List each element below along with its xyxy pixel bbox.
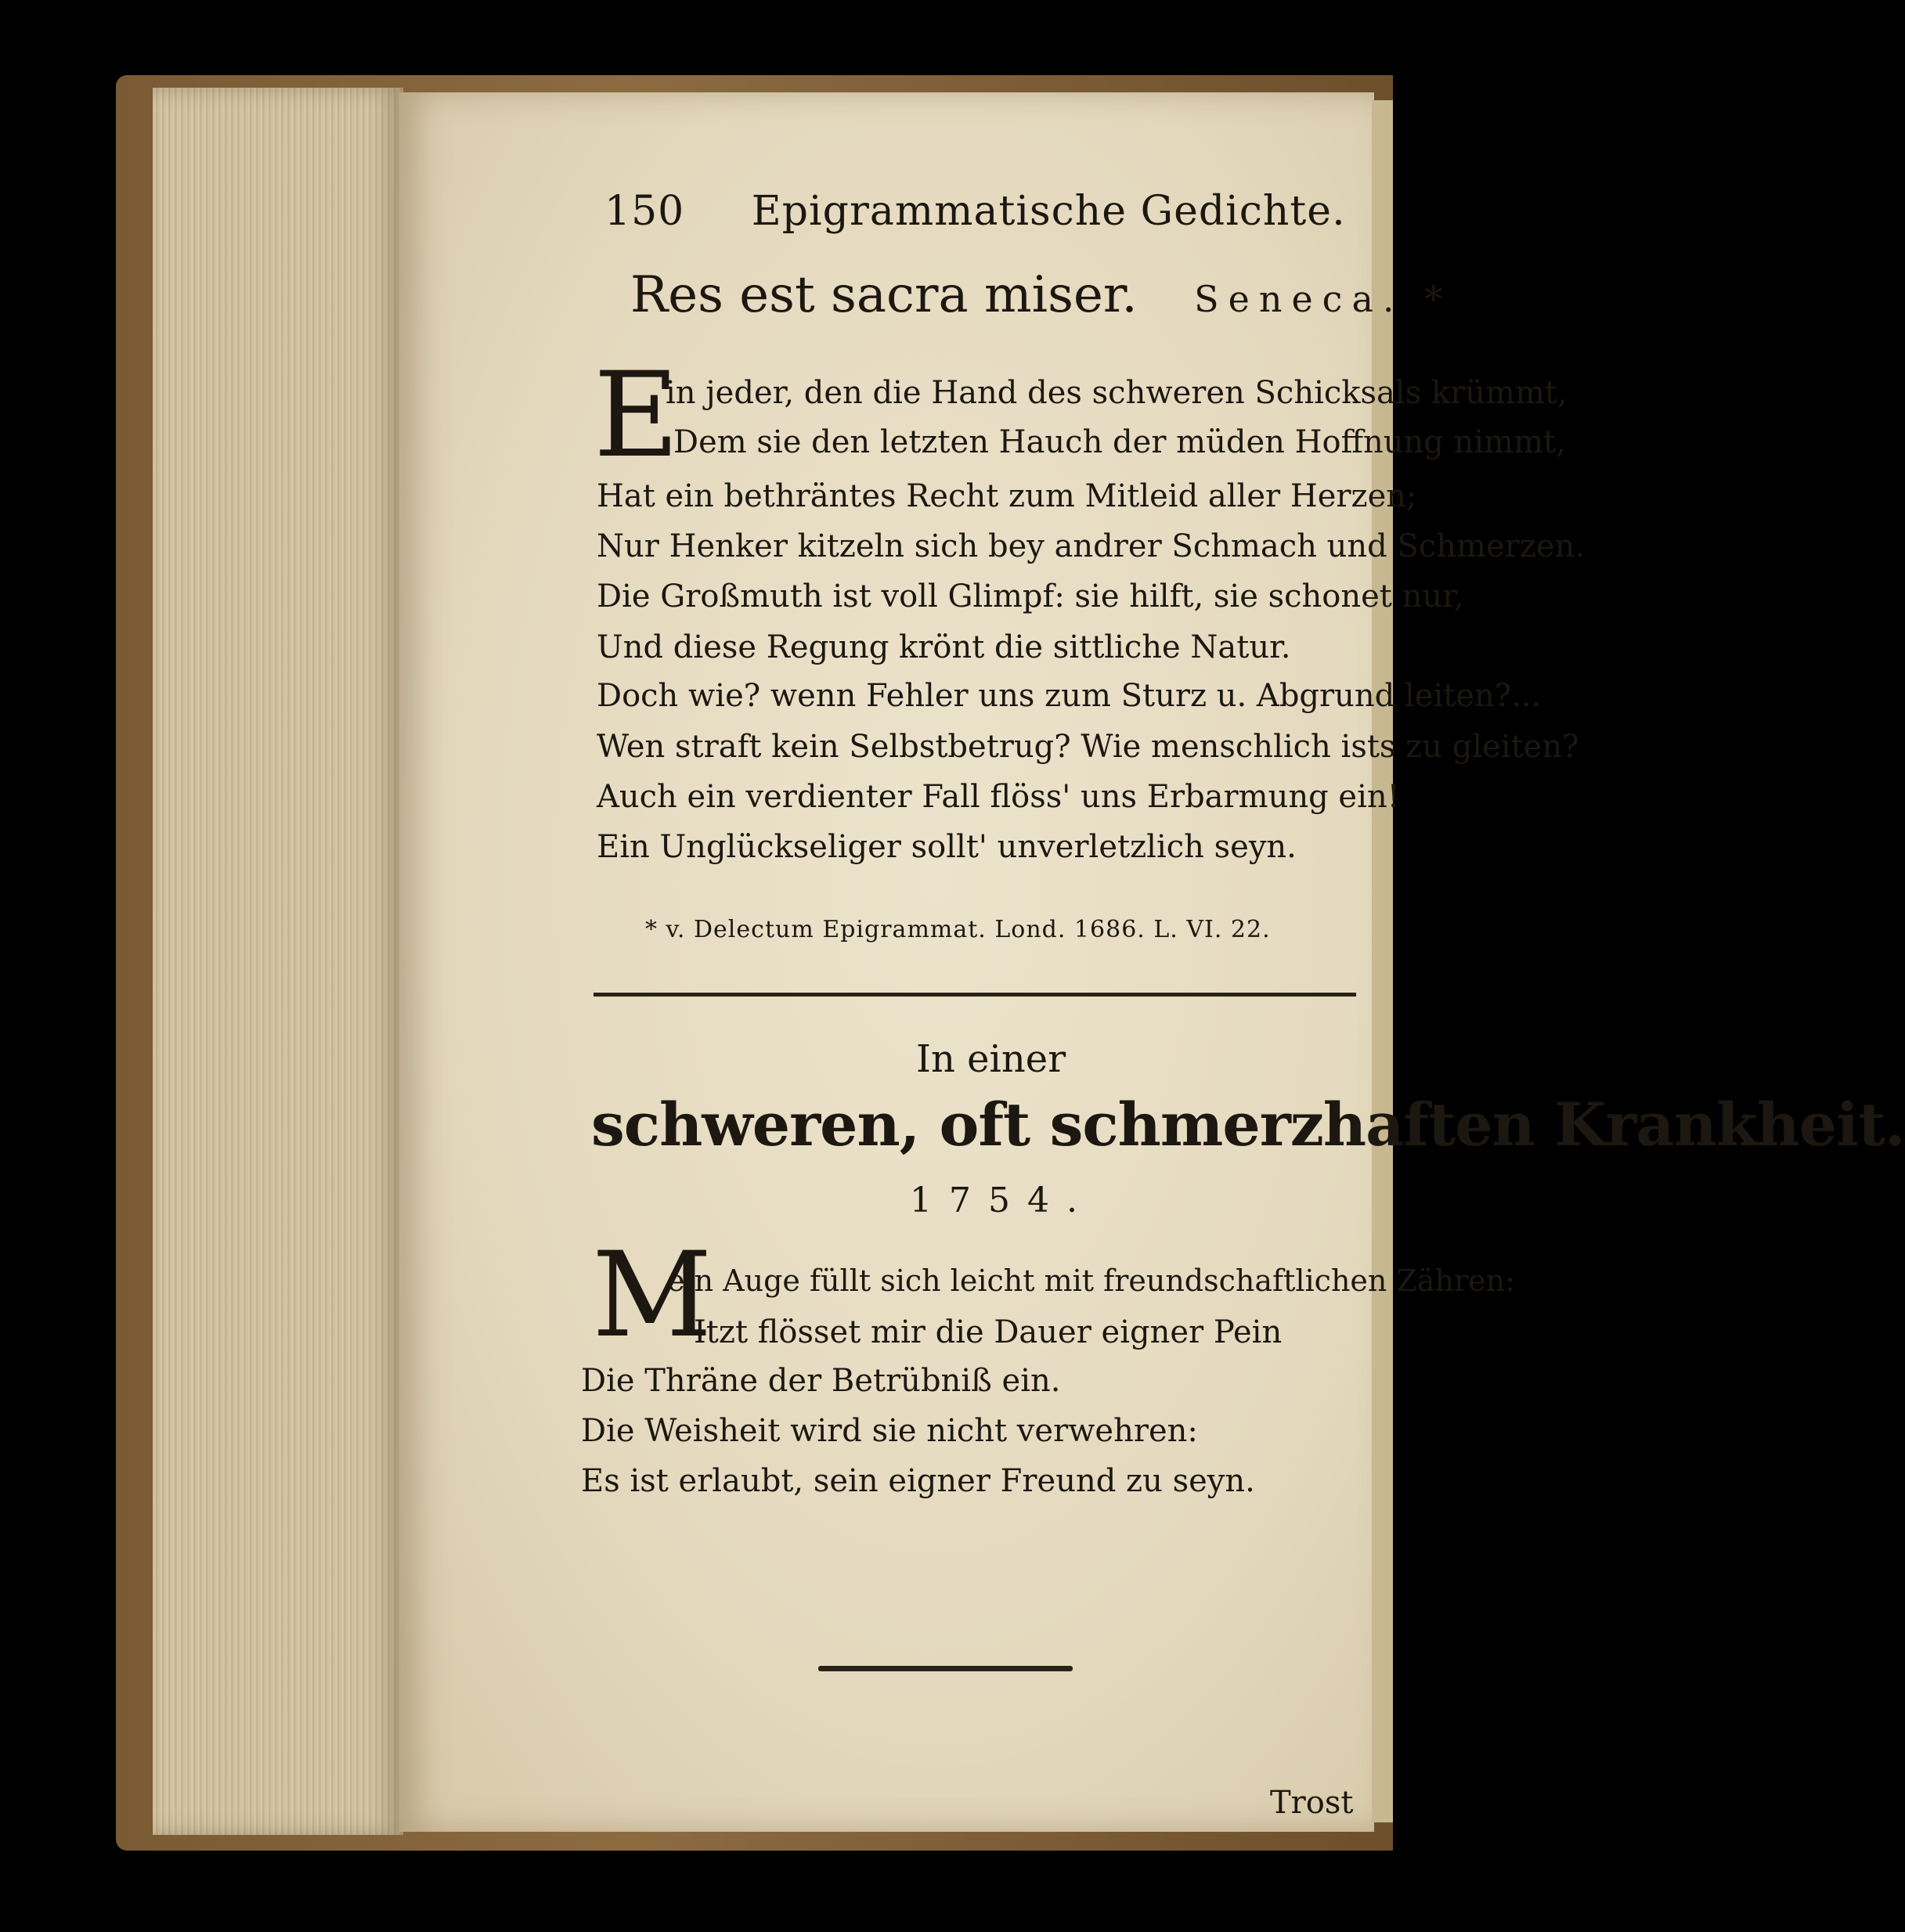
closing-divider [818,1666,1073,1671]
page-number: 150 [604,188,685,235]
poem1-line: Wen straft kein Selbstbetrug? Wie menschlich ists zu gleiten? [597,729,1579,765]
poem2-line: Itzt flösset mir die Dauer eigner Pein [694,1314,1283,1350]
poem1-line: Und diese Regung krönt die sittliche Natur. [597,629,1291,665]
poem1-line: Ein Unglückseliger sollt' unverletzlich seyn. [597,829,1297,865]
poem1-title-text: Res est sacra miser. [630,266,1138,324]
poem1-line: Dem sie den letzten Hauch der müden Hoffnung nimmt, [673,424,1566,460]
poem2-year: 1754. [910,1180,1095,1220]
poem1-title [630,266,1452,324]
poem1-line: Doch wie? wenn Fehler uns zum Sturz u. Abgrund leiten?... [597,678,1542,714]
next-page-edge [1372,100,1393,1822]
book-page [399,92,1374,1832]
poem2-line: Die Thräne der Betrübniß ein. [581,1363,1061,1399]
running-title: Epigrammatische Gedichte. [751,188,1346,235]
poem2-line-first: ein Auge füllt sich leicht mit freundschaftlichen Zähren: [667,1263,1515,1298]
poem2-line: Es ist erlaubt, sein eigner Freund zu seyn. [581,1463,1255,1499]
poem1-line: Hat ein bethräntes Recht zum Mitleid aller Herzen; [597,478,1417,514]
poem2-heading-line2: schweren, oft schmerzhaften Krankheit. [591,1090,1905,1159]
poem1-author: Seneca. * [1194,278,1452,320]
page-edges [153,88,403,1835]
poem2-line: Die Weisheit wird sie nicht verwehren: [581,1413,1198,1449]
poem1-line-first: in jeder, den die Hand des schweren Schicksals krümmt, [666,375,1568,411]
running-head [604,188,1346,235]
poem1-line: Auch ein verdienter Fall flöss' uns Erbarmung ein! [597,779,1400,815]
poem1-line: Nur Henker kitzeln sich bey andrer Schmach und Schmerzen. [597,528,1585,564]
poem1-line: Die Großmuth ist voll Glimpf: sie hilft, sie schonet nur, [597,579,1464,615]
poem2-heading-line1: In einer [916,1037,1066,1081]
footnote: * v. Delectum Epigrammat. Lond. 1686. L. VI. 22. [645,916,1271,943]
section-divider [594,993,1356,997]
poem1-dropcap: E [594,348,680,484]
catchword: Trost [1270,1785,1354,1821]
poem2-dropcap: M [592,1227,713,1364]
